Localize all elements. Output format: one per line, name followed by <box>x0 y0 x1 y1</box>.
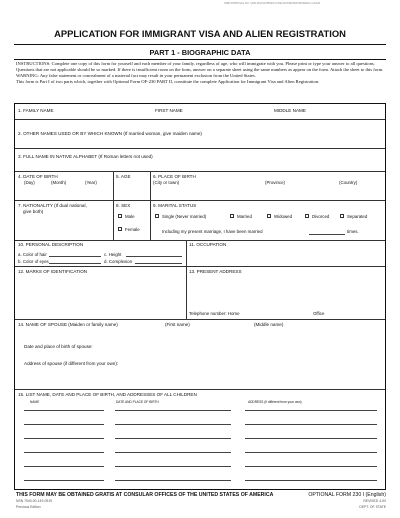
other-names-label: 2. OTHER NAMES USED OR BY WHICH KNOWN (If married woman, give maiden name) <box>18 131 202 136</box>
widowed-label: Widowed <box>274 214 293 219</box>
child-name-field[interactable] <box>24 438 104 439</box>
sex-label: 8. SEX <box>116 203 131 208</box>
times-label: times. <box>347 229 359 234</box>
male-label: Male <box>125 214 135 219</box>
form-title: APPLICATION FOR IMMIGRANT VISA AND ALIEN REGISTRATION <box>54 28 346 39</box>
married-times-label: Including my present marriage, I have been married <box>162 229 263 234</box>
birth-country-label: (Country) <box>339 180 358 185</box>
footer-previous-edition: Previous Edition <box>16 505 41 509</box>
complexion-label: d. Complexion <box>104 259 133 264</box>
child-address-field[interactable] <box>245 480 377 481</box>
footer-form-number: OPTIONAL FORM 230 I (English) <box>308 492 386 498</box>
child-dob-field[interactable] <box>115 466 231 467</box>
date-of-birth-label: 4. DATE OF BIRTH <box>18 174 58 179</box>
eye-color-field[interactable] <box>49 263 101 264</box>
birth-city-label: (City or town) <box>153 180 180 185</box>
female-label: Female <box>125 227 140 232</box>
single-checkbox[interactable] <box>155 214 159 218</box>
child-address-field[interactable] <box>245 424 377 425</box>
spouse-dob-label: Date and place of birth of spouse: <box>24 344 93 349</box>
hair-color-field[interactable] <box>49 256 101 257</box>
child-dob-field[interactable] <box>115 410 231 411</box>
spouse-first-name-label: (First name) <box>165 322 190 327</box>
child-name-field[interactable] <box>24 480 104 481</box>
warning-text: WARNING: Any false statement or concealment of a material fact may result in your permanent exclusion from the United States. <box>16 73 256 79</box>
child-dob-field[interactable] <box>115 424 231 425</box>
spouse-name-label: 14. NAME OF SPOUSE (Maiden or family name) <box>18 322 118 327</box>
married-times-field[interactable] <box>309 234 345 235</box>
child-address-field[interactable] <box>245 410 377 411</box>
nationality-label-cont: give both) <box>23 209 44 214</box>
home-phone-label: Telephone number: Home <box>189 311 240 316</box>
child-name-header: NAME <box>30 400 40 404</box>
personal-description-label: 10. PERSONAL DESCRIPTION <box>18 242 84 247</box>
dob-year-label: (Year) <box>85 180 97 185</box>
widowed-checkbox[interactable] <box>267 214 271 218</box>
occupation-label: 11. OCCUPATION <box>189 242 227 247</box>
child-name-field[interactable] <box>24 424 104 425</box>
part-rule <box>14 59 386 60</box>
divorced-label: Divorced <box>312 214 330 219</box>
child-address-header: ADDRESS (If different from your own) <box>248 400 302 404</box>
height-label: c. Height <box>104 252 122 257</box>
child-name-field[interactable] <box>24 410 104 411</box>
marital-status-label: 9. MARITAL STATUS <box>153 203 197 208</box>
birth-province-label: (Province) <box>265 180 286 185</box>
female-checkbox[interactable] <box>118 227 122 231</box>
family-name-label: 1. FAMILY NAME <box>18 108 54 113</box>
divorced-checkbox[interactable] <box>305 214 309 218</box>
middle-name-label: MIDDLE NAME <box>274 108 306 113</box>
children-label: 15. LIST NAME, DATE AND PLACE OF BIRTH, AND ADDRESSES OF ALL CHILDREN <box>18 392 197 397</box>
dob-month-label: (Month) <box>51 180 67 185</box>
part-heading: PART 1 - BIOGRAPHIC DATA <box>149 48 251 57</box>
complexion-field[interactable] <box>135 263 182 264</box>
age-label: 5. AGE <box>116 174 131 179</box>
single-label: Single (Never married) <box>162 214 207 219</box>
hair-color-label: a. Color of hair <box>18 252 47 257</box>
spouse-address-label: Address of spouse (if different from your own): <box>24 361 119 366</box>
child-dob-field[interactable] <box>115 480 231 481</box>
child-name-field[interactable] <box>24 452 104 453</box>
footer-revised: REVISED 4-90 <box>363 499 386 503</box>
title-rule <box>14 44 386 45</box>
form-part-note: This form is Part I of two parts which, together with Optional Form OF-230 PART II, constitute the complete Application for Immigrant Visa and Alien Registration. <box>16 79 320 85</box>
child-dob-field[interactable] <box>115 438 231 439</box>
eye-color-label: b. Color of eyes <box>18 259 49 264</box>
child-address-field[interactable] <box>245 466 377 467</box>
instructions <box>16 61 384 85</box>
spouse-middle-name-label: (Middle name) <box>254 322 284 327</box>
child-dob-header: DATE AND PLACE OF BIRTH <box>116 400 159 404</box>
separated-checkbox[interactable] <box>340 214 344 218</box>
married-label: Married <box>237 214 252 219</box>
child-address-field[interactable] <box>245 452 377 453</box>
child-name-field[interactable] <box>24 466 104 467</box>
child-address-field[interactable] <box>245 438 377 439</box>
present-address-label: 13. PRESENT ADDRESS <box>189 269 242 274</box>
height-field[interactable] <box>126 256 182 257</box>
child-dob-field[interactable] <box>115 452 231 453</box>
instructions-text: INSTRUCTIONS: Complete one copy of this form for yourself and each member of your family, regardless of age, who will immigrate with you. Please print or type your answer to all questions. Questions that are not applicable should be so marked. If there is insufficient room on the form, answer on a separate sheet using the same numbers as appear on the form. Attach the sheet to this form. <box>16 61 384 73</box>
identification-marks-label: 12. MARKS OF IDENTIFICATION <box>18 269 88 274</box>
office-phone-label: Office <box>313 311 325 316</box>
footer-gratis-notice: THIS FORM MAY BE OBTAINED GRATIS AT CONSULAR OFFICES OF THE UNITED STATES OF AMERICA <box>16 492 274 498</box>
dob-day-label: (Day) <box>24 180 35 185</box>
male-checkbox[interactable] <box>118 214 122 218</box>
first-name-label: FIRST NAME <box>155 108 183 113</box>
footer-nsn: NSN 7540-00-149-0919 <box>16 499 53 503</box>
married-checkbox[interactable] <box>230 214 234 218</box>
form-grid <box>14 103 386 490</box>
nationality-label: 7. NATIONALITY (If dual national, <box>18 203 87 208</box>
native-name-label: 3. FULL NAME IN NATIVE ALPHABET (If Roman letters not used) <box>18 154 153 159</box>
footer-dept: DEPT. OF STATE <box>359 505 386 509</box>
place-of-birth-label: 6. PLACE OF BIRTH <box>153 174 196 179</box>
omb-approval-line: OMB APPROVAL NO. 1405-0015 EXPIRES 6/1/92 ESTIMATED BURDEN 1 HOUR <box>224 2 321 5</box>
separated-label: Separated <box>347 214 368 219</box>
